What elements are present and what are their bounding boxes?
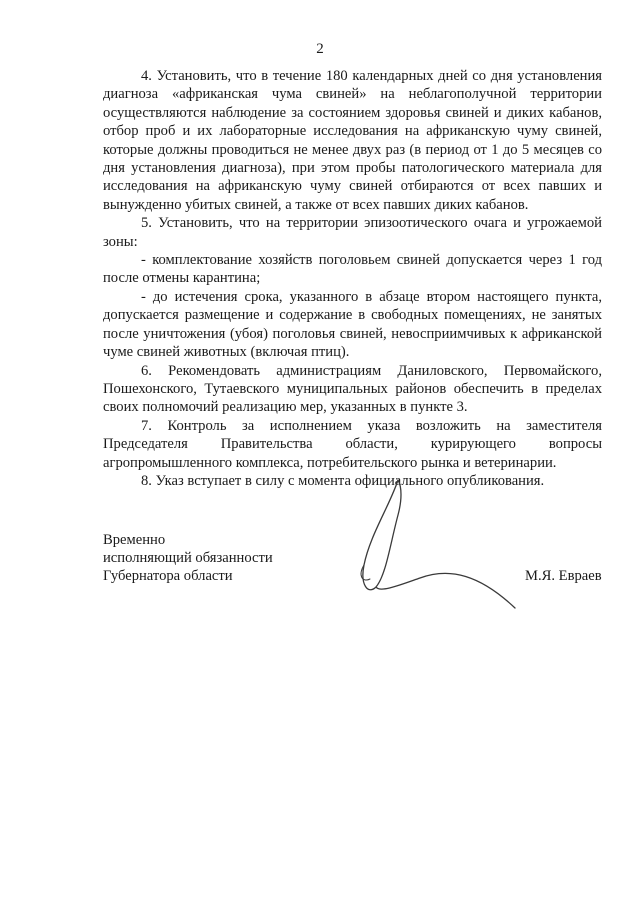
paragraph-5-item-2: - до истечения срока, указанного в абзаце втором настоящего пункта, допускается размещение и содержание в свободных помещениях, не занятых после уничтожения (убоя) поголовья свиней, невосприимчивых к африканской чуме свиней животных (включая птиц). (103, 288, 602, 361)
paragraph-4: 4. Установить, что в течение 180 календарных дней со дня установления диагноза «африканская чума свиней» на неблагополучной территории осуществляются наблюдение за состоянием здоровья свиней и диких кабанов, отбор проб и их лабораторные исследования на африканскую чуму свиней, которые должны проводиться не менее двух раз (в период от 1 до 5 месяцев со дня установления диагноза), при этом пробы патологического материала для исследования на африканскую чуму свиней отбираются от всех павших и вынужденно убитых свиней, а также от всех павших диких кабанов. (103, 68, 602, 213)
handwritten-signature (340, 475, 530, 615)
paragraph-8: 8. Указ вступает в силу с момента официального опубликования. (141, 472, 545, 489)
signatory-title (103, 531, 273, 585)
document-body (103, 67, 602, 490)
paragraph-7: 7. Контроль за исполнением указа возложить на заместителя Председателя Правительства области, курирующего вопросы агропромышленного комплекса, потребительского рынка и ветеринарии. (103, 417, 602, 471)
page-number: 2 (316, 41, 324, 57)
paragraph-5-item-1: - комплектование хозяйств поголовьем свиней допускается через 1 год после отмены карантина; (103, 252, 602, 287)
signer-name: М.Я. Евраев (525, 568, 602, 584)
signatory-title-line-2: исполняющий обязанности (103, 550, 273, 566)
signatory-title-line-3: Губернатора области (103, 568, 233, 584)
paragraph-6: 6. Рекомендовать администрациям Даниловского, Первомайского, Пошехонского, Тутаевского муниципальных районов обеспечить в пределах своих полномочий реализацию мер, указанных в пункте 3. (103, 362, 602, 416)
signatory-title-line-1: Временно (103, 532, 166, 548)
paragraph-5: 5. Установить, что на территории эпизоотического очага и угрожаемой зоны: (103, 215, 602, 250)
